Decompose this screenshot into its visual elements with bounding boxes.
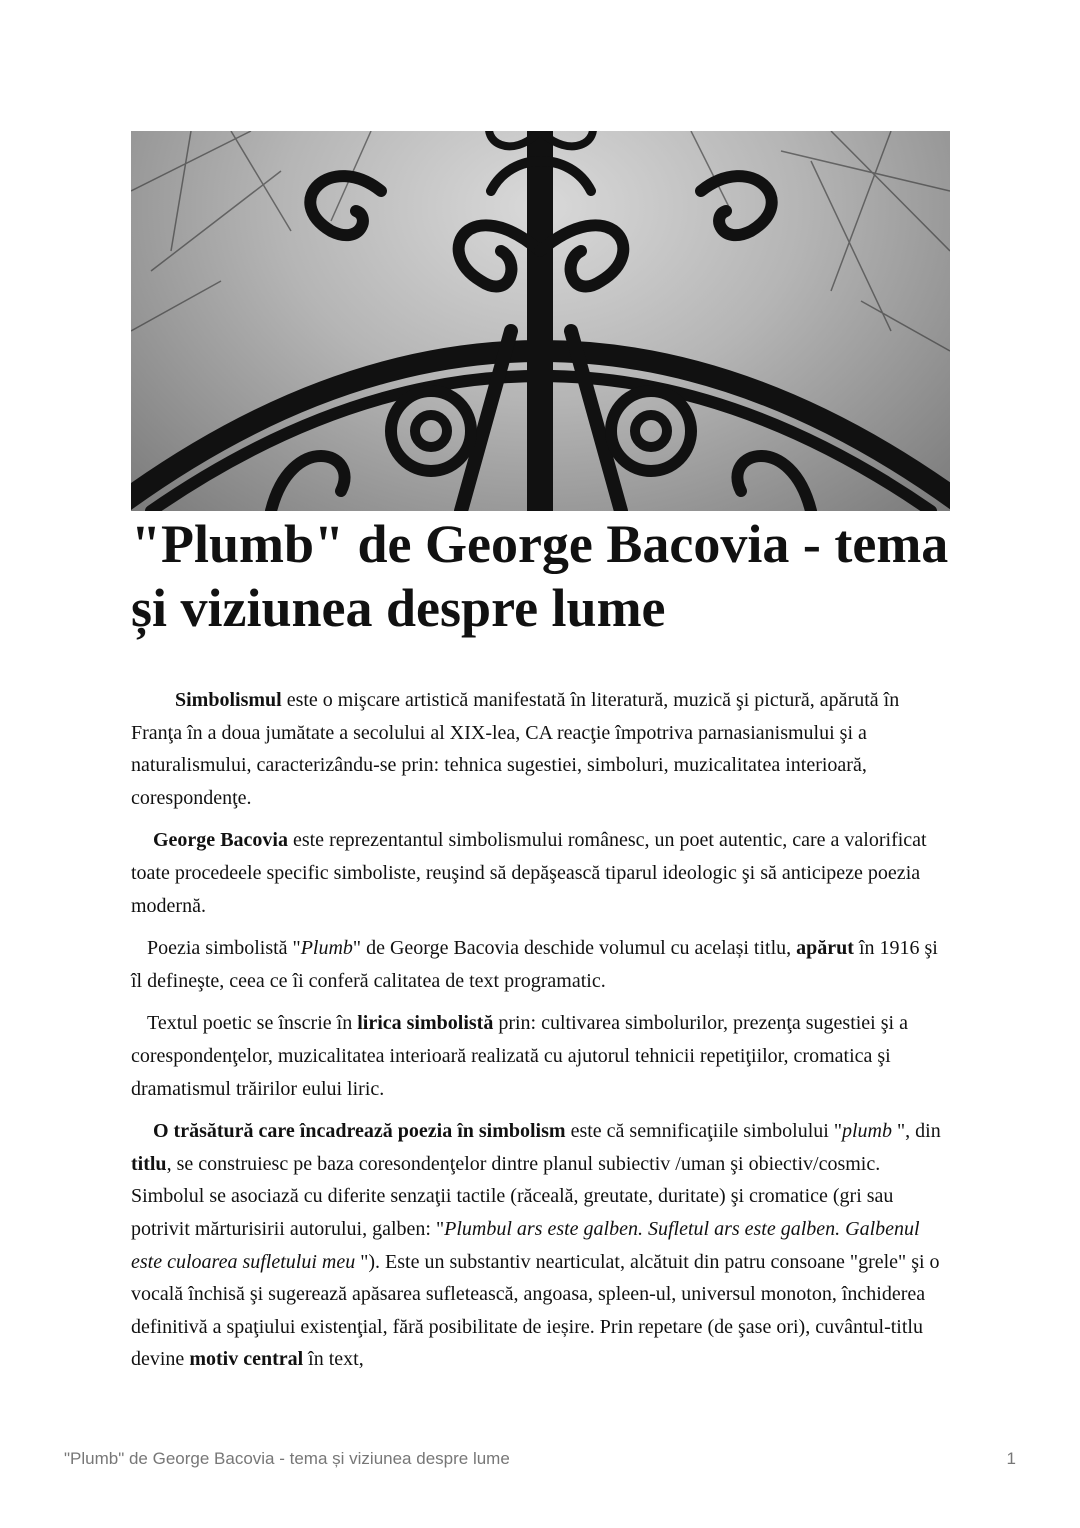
- italic-text: Plumbul ars este galben. Sufletul ars este galben. Galbenul este culoarea sufletului meu: [131, 1217, 920, 1273]
- bold-text: O trăsătură care încadrează poezia în simbolism: [153, 1120, 566, 1143]
- italic-text: plumb: [842, 1120, 897, 1143]
- footer-document-title: "Plumb" de George Bacovia - tema și viziunea despre lume: [64, 1449, 510, 1468]
- gate-silhouette-illustration: [131, 131, 950, 511]
- text-run: "). Este un substantiv nearticulat, alcătuit din patru consoane "grele" şi o vocală închisă şi sugerează apăsarea sufletească, angoasa, spleen-ul, universul monoton, închiderea definitivă a spaţiului existenţial, fără posibilitate de ieșire. Prin repetare (de şase ori), cuvântul-titlu devine: [131, 1250, 940, 1371]
- text-run: ", din: [897, 1120, 941, 1143]
- bold-text: apărut: [796, 937, 854, 960]
- bold-text: George Bacovia: [153, 829, 288, 852]
- bold-text: motiv central: [189, 1348, 304, 1371]
- text-run: este că semnificaţiile simbolului ": [565, 1120, 842, 1143]
- text-run: în 1916 şi îl defineşte, ceea ce îi conferă calitatea de text programatic.: [131, 937, 938, 992]
- text-run: , se construiesc pe baza coresondenţelor dintre planul subiectiv /uman şi obiectiv/cosmic. Simbolul se asociază cu diferite senzaţii tactile (răceală, greutate, duritate) şi cromatice (gri sau potrivit mărturisirii autorului, galben: ": [131, 1152, 894, 1240]
- paragraph: [131, 1115, 953, 1376]
- text-run: Textul poetic se înscrie în: [147, 1012, 358, 1035]
- document-title: "Plumb" de George Bacovia - tema și viziunea despre lume: [131, 514, 949, 638]
- bold-text: Simbolismul: [175, 689, 282, 711]
- text-run: în text,: [303, 1348, 364, 1371]
- bold-text: lirica simbolistă: [357, 1012, 494, 1035]
- text-run: este reprezentantul simbolismului românesc, un poet autentic, care a valorificat toate procedeele specific simboliste, reuşind să depăşească tiparul ideologic şi să anticipeze poezia modernă.: [131, 829, 927, 917]
- document-body: [131, 684, 953, 1386]
- text-run: " de George Bacovia deschide volumul cu același titlu,: [352, 937, 797, 960]
- paragraph: [131, 1007, 953, 1105]
- italic-text: Plumb: [300, 937, 353, 960]
- paragraph: [131, 684, 953, 814]
- paragraph: [131, 824, 953, 922]
- bold-text: titlu: [131, 1152, 167, 1175]
- text-run: este o mişcare artistică manifestată în literatură, muzică şi pictură, apărută în Franţa în a doua jumătate a secolului al XIX-lea, CA reacţie împotriva parnasianismului şi a naturalismului, caracterizându-se prin: tehnica sugestiei, simboluri, muzicalitatea interioară, corespondenţe.: [131, 689, 900, 809]
- paragraph: [131, 932, 953, 997]
- header-image-wrought-iron-gate: [131, 131, 950, 511]
- page-number: 1: [1006, 1449, 1016, 1468]
- text-run: prin: cultivarea simbolurilor, prezenţa sugestiei şi a corespondenţelor, muzicalitatea interioară realizată cu ajutorul tehnicii repetiţiilor, cromatica şi dramatismul trăirilor eului liric.: [131, 1012, 908, 1100]
- text-run: Poezia simbolistă ": [147, 937, 301, 960]
